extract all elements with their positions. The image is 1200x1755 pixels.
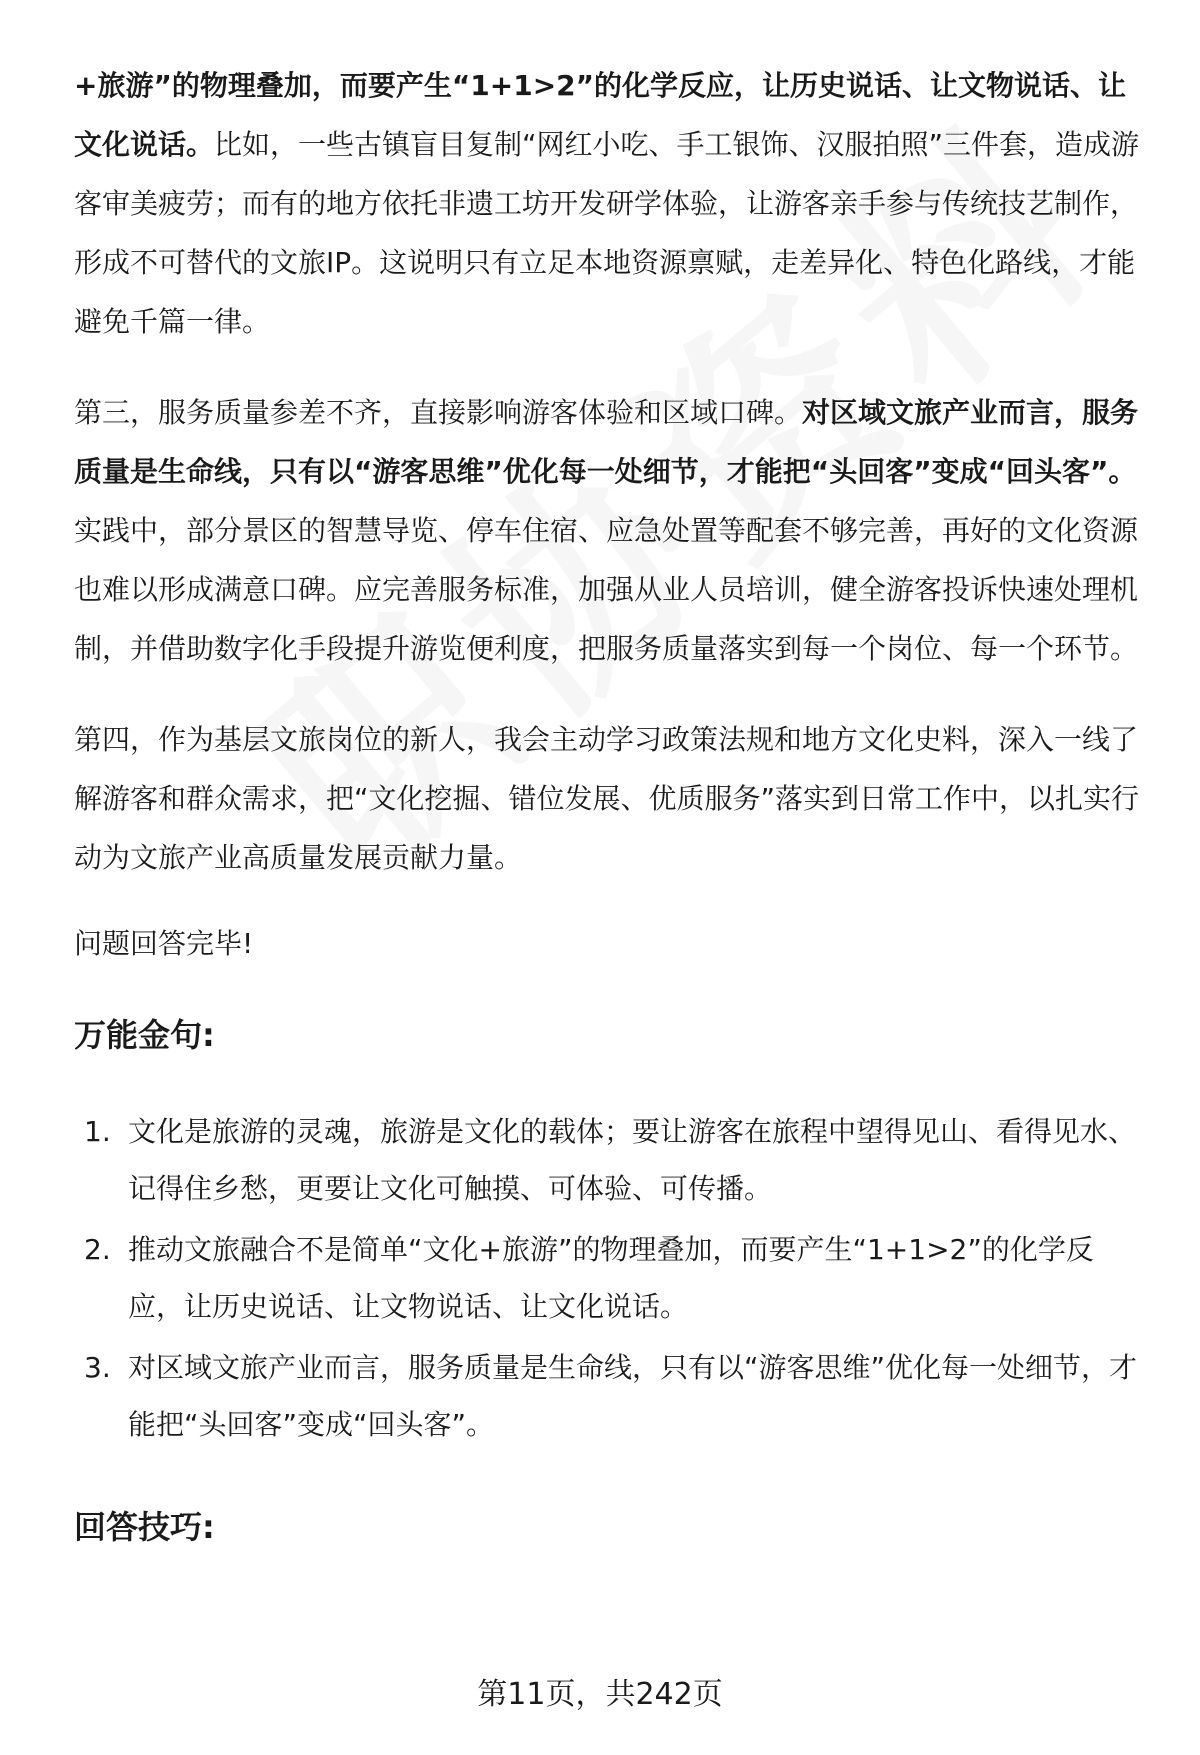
list-number: 2. xyxy=(84,1233,111,1266)
golden-sentences-list xyxy=(74,1103,1144,1453)
paragraph-fourth-point: 第四，作为基层文旅岗位的新人，我会主动学习政策法规和地方文化史料，深入一线了解游客和群众需求，把“文化挖掘、错位发展、优质服务”落实到日常工作中，以扎实行动为文旅产业高质量发展贡献力量。 xyxy=(74,723,1140,874)
list-text: 推动文旅融合不是简单“文化+旅游”的物理叠加，而要产生“1+1>2”的化学反应，让历史说话、让文物说话、让文化说话。 xyxy=(128,1233,1094,1323)
paragraph-culture-fusion xyxy=(74,56,1144,351)
list-text: 文化是旅游的灵魂，旅游是文化的载体；要让游客在旅程中望得见山、看得见水、记得住乡愁，更要让文化可触摸、可体验、可传播。 xyxy=(128,1115,1137,1205)
paragraph-text: 第三，服务质量参差不齐，直接影响游客体验和区域口碑。 xyxy=(74,396,803,429)
list-item xyxy=(74,1103,1144,1217)
closing-text: 问题回答完毕! xyxy=(74,927,254,960)
paragraph-text: 比如，一些古镇盲目复制“网红小吃、手工银饰、汉服拍照”三件套，造成游客审美疲劳；而有的地方依托非遗工坊开发研学体验，让游客亲手参与传统技艺制作，形成不可替代的文旅IP。这说明只有立足本地资源禀赋，走差异化、特色化路线，才能避免千篇一律。 xyxy=(74,128,1140,338)
list-text: 对区域文旅产业而言，服务质量是生命线，只有以“游客思维”优化每一处细节，才能把“头回客”变成“回头客”。 xyxy=(128,1351,1138,1441)
bold-text: 对区域文旅产业而言，服务质量是生命线，只有以“游客思维”优化每一处细节，才能把“头回客”变成“回头客”。 xyxy=(74,396,1139,488)
paragraph-text: 实践中，部分景区的智慧导览、停车住宿、应急处置等配套不够完善，再好的文化资源也难以形成满意口碑。应完善服务标准，加强从业人员培训，健全游客投诉快速处理机制，并借助数字化手段提升游览便利度，把服务质量落实到每一个岗位、每一个环节。 xyxy=(74,514,1139,665)
bold-text: +旅游”的物理叠加，而要产生“1+1>2”的化学反应，让历史说话、让文物说话、让文化说话。 xyxy=(74,69,1127,161)
list-item xyxy=(74,1221,1144,1335)
page-content xyxy=(74,56,1144,1595)
page-number-footer: 第11页，共242页 xyxy=(477,1677,723,1712)
paragraph-service-quality xyxy=(74,383,1144,678)
list-number: 1. xyxy=(84,1115,111,1148)
list-item xyxy=(74,1339,1144,1453)
answer-tips-heading: 回答技巧: xyxy=(74,1508,215,1546)
list-number: 3. xyxy=(84,1351,111,1384)
golden-sentences-heading: 万能金句: xyxy=(74,1016,215,1054)
